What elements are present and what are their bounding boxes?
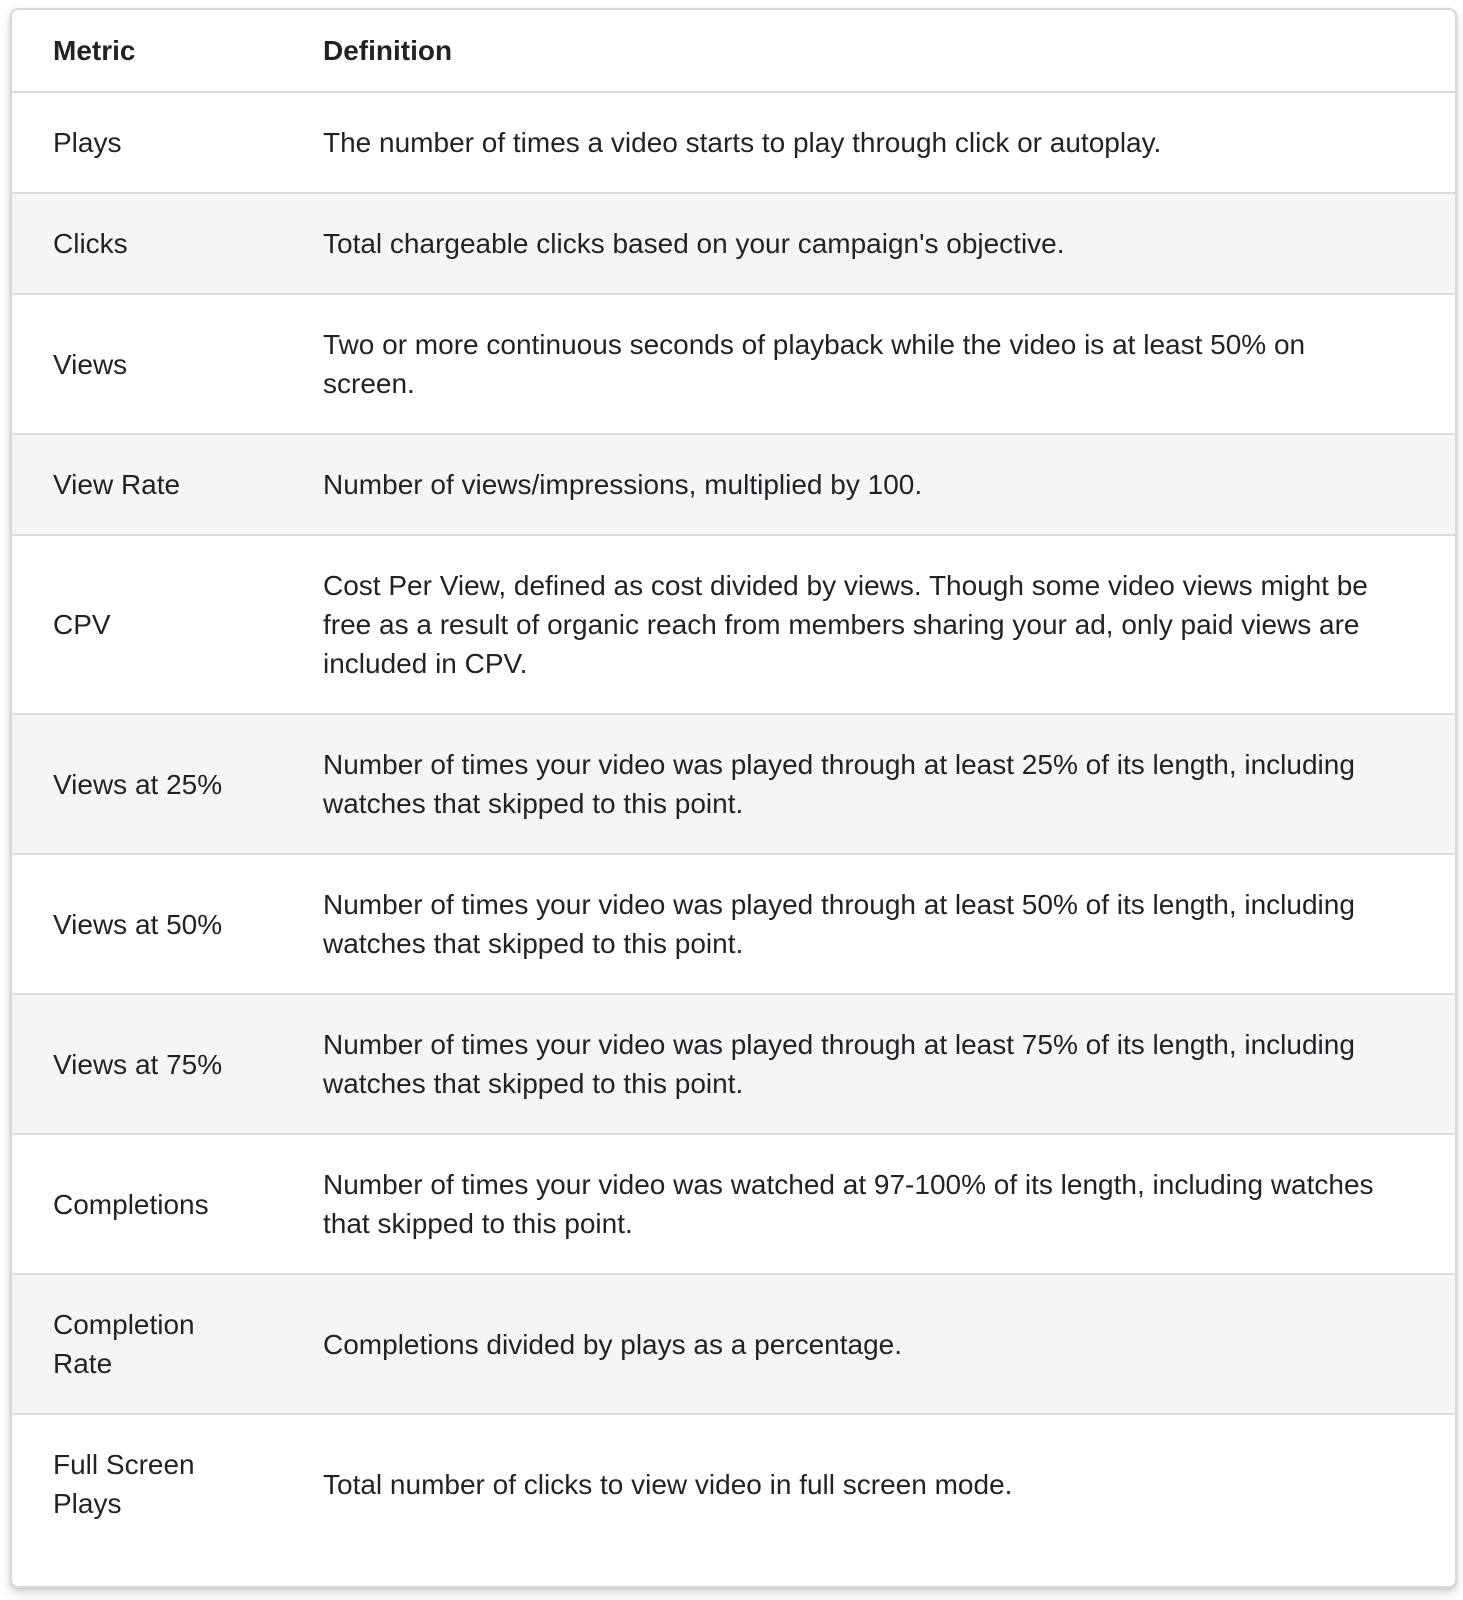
metric-cell: Clicks [12, 193, 282, 294]
metrics-definition-table-card [10, 8, 1457, 1588]
metric-cell: Plays [12, 92, 282, 193]
table-row [12, 854, 1455, 994]
column-header-metric: Metric [53, 35, 136, 66]
metric-cell: Full Screen Plays [12, 1414, 282, 1586]
metric-cell: Completions [12, 1134, 282, 1274]
definition-cell: Two or more continuous seconds of playback while the video is at least 50% on screen. [282, 294, 1455, 434]
definition-cell: Completions divided by plays as a percentage. [282, 1274, 1455, 1414]
definition-cell: The number of times a video starts to play through click or autoplay. [282, 92, 1455, 193]
metric-cell: Views at 50% [12, 854, 282, 994]
definition-cell: Total chargeable clicks based on your campaign's objective. [282, 193, 1455, 294]
definition-cell: Number of views/impressions, multiplied by 100. [282, 434, 1455, 535]
table-row [12, 535, 1455, 714]
metric-cell: Completion Rate [12, 1274, 282, 1414]
metric-cell: Views [12, 294, 282, 434]
table-row [12, 714, 1455, 854]
table-header-row [12, 10, 1455, 92]
metrics-table [12, 10, 1455, 1586]
metric-cell: CPV [12, 535, 282, 714]
table-row [12, 434, 1455, 535]
table-row [12, 1414, 1455, 1586]
table-row [12, 994, 1455, 1134]
metric-cell: Views at 75% [12, 994, 282, 1134]
table-row [12, 92, 1455, 193]
table-row [12, 1134, 1455, 1274]
definition-cell: Cost Per View, defined as cost divided by views. Though some video views might be free as a result of organic reach from members sharing your ad, only paid views are included in CPV. [282, 535, 1455, 714]
metric-cell: View Rate [12, 434, 282, 535]
column-header-definition: Definition [323, 35, 453, 66]
definition-cell: Total number of clicks to view video in full screen mode. [282, 1414, 1455, 1586]
definition-cell: Number of times your video was played through at least 75% of its length, including watches that skipped to this point. [282, 994, 1455, 1134]
metric-cell: Views at 25% [12, 714, 282, 854]
definition-cell: Number of times your video was played through at least 50% of its length, including watches that skipped to this point. [282, 854, 1455, 994]
table-body [12, 92, 1455, 1586]
definition-cell: Number of times your video was watched at 97-100% of its length, including watches that skipped to this point. [282, 1134, 1455, 1274]
table-row [12, 1274, 1455, 1414]
table-row [12, 193, 1455, 294]
definition-cell: Number of times your video was played through at least 25% of its length, including watches that skipped to this point. [282, 714, 1455, 854]
table-row [12, 294, 1455, 434]
